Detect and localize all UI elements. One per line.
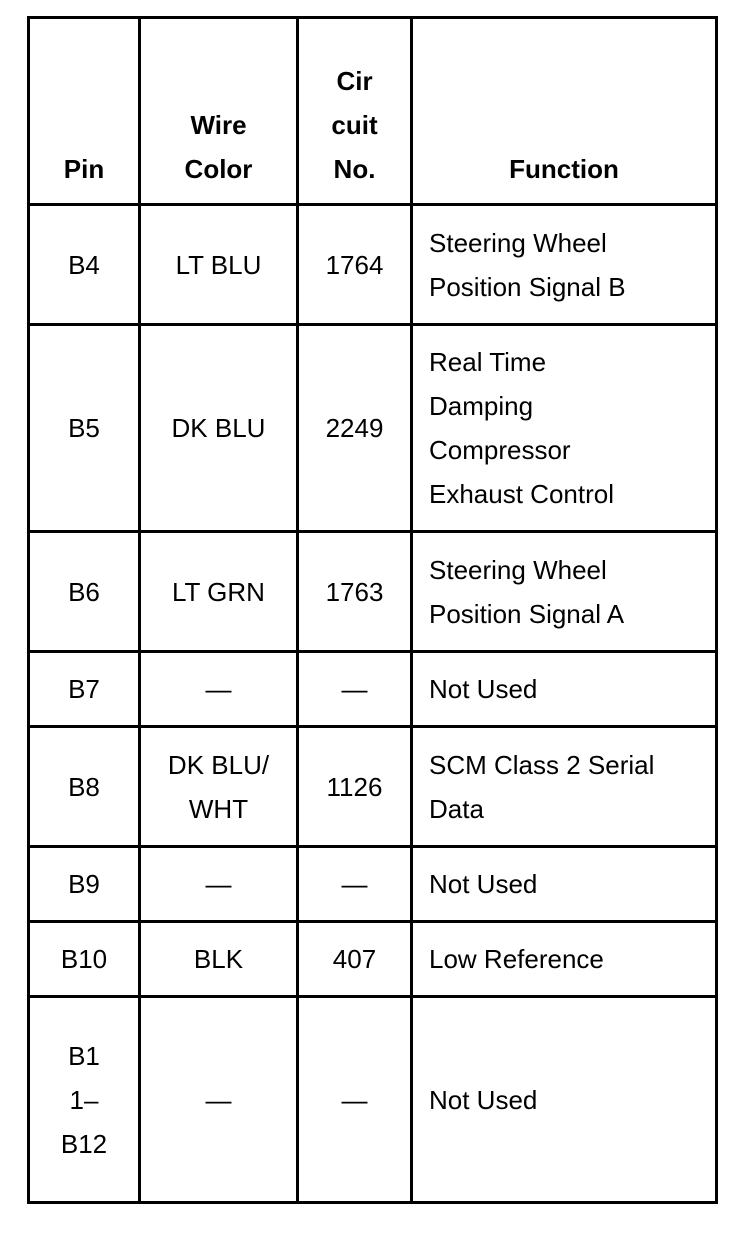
circuit-no-cell: —: [298, 997, 412, 1203]
function-cell: Real Time Damping Compressor Exhaust Control: [412, 325, 717, 532]
header-function: Function: [412, 18, 717, 205]
table-row: [29, 847, 717, 922]
pin-cell: B4: [29, 205, 140, 325]
function-cell: Steering Wheel Position Signal A: [412, 532, 717, 652]
wire-color-cell: —: [140, 652, 298, 727]
header-circuit-no: Cir cuit No.: [298, 18, 412, 205]
wire-color-cell: LT BLU: [140, 205, 298, 325]
header-pin: Pin: [29, 18, 140, 205]
circuit-no-cell: —: [298, 847, 412, 922]
circuit-no-cell: 1764: [298, 205, 412, 325]
circuit-no-cell: 1126: [298, 727, 412, 847]
pin-cell: B9: [29, 847, 140, 922]
table-row: [29, 205, 717, 325]
function-cell: Steering Wheel Position Signal B: [412, 205, 717, 325]
function-cell: Not Used: [412, 997, 717, 1203]
table-row: [29, 727, 717, 847]
circuit-no-cell: 2249: [298, 325, 412, 532]
table-row: [29, 325, 717, 532]
function-cell: Low Reference: [412, 922, 717, 997]
wire-color-cell: LT GRN: [140, 532, 298, 652]
header-row: [29, 18, 717, 205]
wire-color-cell: DK BLU/ WHT: [140, 727, 298, 847]
connector-pinout-table: [27, 16, 718, 1204]
pin-cell: B10: [29, 922, 140, 997]
table-row: [29, 652, 717, 727]
pin-cell: B7: [29, 652, 140, 727]
wire-color-cell: BLK: [140, 922, 298, 997]
circuit-no-cell: 407: [298, 922, 412, 997]
function-cell: SCM Class 2 Serial Data: [412, 727, 717, 847]
function-cell: Not Used: [412, 652, 717, 727]
header-wire-color: Wire Color: [140, 18, 298, 205]
circuit-no-cell: —: [298, 652, 412, 727]
table-row: [29, 532, 717, 652]
wire-color-cell: DK BLU: [140, 325, 298, 532]
table-row: [29, 922, 717, 997]
circuit-no-cell: 1763: [298, 532, 412, 652]
wire-color-cell: —: [140, 997, 298, 1203]
pin-cell: B1 1– B12: [29, 997, 140, 1203]
pin-cell: B6: [29, 532, 140, 652]
pin-cell: B8: [29, 727, 140, 847]
table-row: [29, 997, 717, 1203]
function-cell: Not Used: [412, 847, 717, 922]
pin-cell: B5: [29, 325, 140, 532]
wire-color-cell: —: [140, 847, 298, 922]
